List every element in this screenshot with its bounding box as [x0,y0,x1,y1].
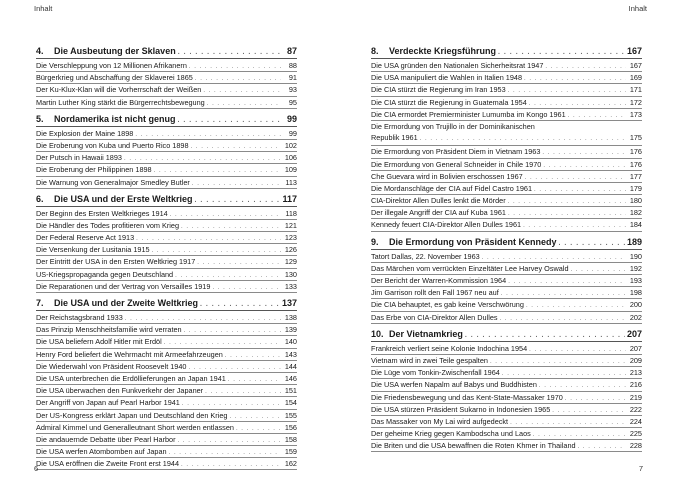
toc-entry[interactable] [371,343,642,355]
entry-page: 129 [284,257,297,267]
toc-entry[interactable] [371,416,642,428]
dot-leader [498,46,625,59]
entry-page: 209 [629,355,642,365]
toc-entry[interactable] [36,256,297,268]
toc-entry[interactable] [36,434,297,446]
chapter-heading[interactable] [36,113,297,127]
entry-title: Die USA werfen Napalm auf Babys und Buddhisten [371,380,537,390]
entry-page: 173 [629,109,642,119]
toc-chapter-section [371,45,642,232]
entry-title: Die CIA stürzt die Regierung im Iran 1953 [371,85,506,95]
toc-entry[interactable] [371,312,642,324]
toc-chapter-section [36,45,297,109]
dot-leader [178,46,281,59]
entry-title: Die Verschleppung von 12 Millionen Afrikanern [36,61,187,70]
entry-title: Die Warnung von Generalmajor Smedley Butler [36,177,190,187]
entry-title: Die CIA behauptet, es gab keine Verschwörung [371,300,524,310]
toc-entry[interactable] [371,219,642,231]
entry-page: 162 [284,459,297,469]
toc-entry[interactable] [371,251,642,263]
toc-chapter-section [36,297,297,470]
toc-entry[interactable] [36,220,297,232]
chapter-heading[interactable] [36,297,297,311]
entry-title: Der Beginn des Ersten Weltkrieges 1914 [36,208,168,218]
dot-leader [534,185,626,196]
entry-page: 224 [629,416,642,426]
toc-entry[interactable] [36,208,297,220]
toc-entry[interactable] [371,367,642,379]
dot-leader [181,222,281,233]
entry-title: Der Angriff von Japan auf Pearl Harbor 1941 [36,398,180,408]
toc-chapter-section [36,113,297,189]
toc-entry[interactable] [371,183,642,195]
chapter-page: 99 [286,113,297,124]
entry-page: 126 [284,245,297,255]
dot-leader [195,194,281,207]
entry-title: Die Händler des Todes profitieren vom Krieg [36,220,180,230]
toc-entry[interactable] [36,373,297,385]
dot-leader [225,351,281,362]
entry-page: 216 [629,380,642,390]
entry-page: 169 [629,73,642,83]
toc-entry[interactable] [371,355,642,367]
entry-title: Die Explosion der Maine 1898 [36,128,134,138]
entry-title: Die Briten und die USA bewaffnen die Roten Khmer in Thailand [371,441,576,451]
chapter-number: 8. [371,46,379,56]
dot-leader [203,86,281,97]
entry-page: 143 [284,349,297,359]
toc-entry[interactable] [371,72,642,84]
entry-title: Der Ku-Klux-Klan will die Vorherrschaft der Weißen [36,85,202,95]
entry-page: 207 [629,343,642,353]
entry-title: Die CIA stürzt die Regierung in Guatemala 1954 [371,97,527,107]
entry-title: Der Eintritt der USA in den Ersten Weltkrieg 1917 [36,257,196,267]
dot-leader [178,114,281,127]
dot-leader [136,234,281,245]
entry-title: Die Wiederwahl von Präsident Roosevelt 1940 [36,361,187,371]
toc-entry[interactable] [371,379,642,391]
entry-title: Die Eroberung der Philippinen 1898 [36,165,152,175]
dot-leader [207,99,281,110]
toc-entry[interactable] [371,60,642,72]
page-number-left: 6 [34,464,39,473]
dot-leader [565,394,626,405]
dot-leader [508,197,626,208]
chapter-heading[interactable] [371,45,642,59]
entry-page: 200 [629,300,642,310]
entry-page: 133 [284,281,297,291]
chapter-number: 6. [36,193,44,204]
toc-entry[interactable] [371,159,642,171]
entry-page: 139 [284,325,297,335]
chapter-title: Der Vietnamkrieg [389,328,463,339]
chapter-heading[interactable] [36,193,297,207]
entry-page: 184 [629,220,642,230]
dot-leader [197,258,281,269]
toc-entry[interactable] [371,275,642,287]
toc-entry[interactable] [36,361,297,373]
entry-page: 176 [629,147,642,157]
chapter-page: 87 [286,46,297,56]
entry-title-continued: Republik 1961 [371,133,418,143]
entry-title: Die USA gründen den Nationalen Sicherheitsrat 1947 [371,61,544,70]
dot-leader [578,442,626,453]
entry-title: Frankreich verliert seine Kolonie Indochina 1954 [371,343,528,353]
chapter-page: 207 [626,328,642,339]
entry-title: Die USA überwachen den Funkverkehr der Japaner [36,386,204,396]
chapter-title: Die USA und der Erste Weltkrieg [54,193,193,204]
entry-page: 106 [284,153,297,163]
dot-leader [559,237,625,250]
entry-page: 225 [629,429,642,439]
entry-page: 154 [284,398,297,408]
entry-title: Vietnam wird in zwei Teile gespalten [371,355,488,365]
entry-page: 99 [288,128,297,138]
dot-leader [191,142,281,153]
dot-leader [524,74,626,85]
dot-leader [552,406,626,417]
chapter-title: Nordamerika ist nicht genug [54,113,176,124]
entry-title: Der illegale Angriff der CIA auf Kuba 1961 [371,208,506,218]
page-number-right: 7 [638,464,643,473]
entry-page: 190 [629,251,642,261]
running-header-right: Inhalt [628,4,647,13]
dot-leader [236,424,281,435]
dot-leader [212,283,281,294]
toc-entry[interactable] [371,404,642,416]
entry-page: 228 [629,441,642,451]
entry-title: CIA-Direktor Allen Dulles lenkt die Mörder [371,196,506,206]
entry-title: Martin Luther King stärkt die Bürgerrechtsbewegung [36,97,205,107]
entry-title: Das Märchen vom verrückten Einzeltäter Lee Harvey Oswald [371,263,569,273]
entry-title: Die USA eröffnen die Zweite Front erst 1944 [36,459,180,469]
entry-title: Che Guevara wird in Bolivien erschossen 1967 [371,171,523,181]
dot-leader [526,301,626,312]
toc-entry[interactable] [371,195,642,207]
toc-entry[interactable] [36,446,297,458]
entry-page: 193 [629,276,642,286]
entry-title: Der geheime Krieg gegen Kambodscha und Laos [371,429,531,439]
entry-title: Die USA werfen Atombomben auf Japan [36,447,167,457]
entry-page: 156 [284,422,297,432]
toc-entry[interactable] [371,84,642,96]
toc-entry[interactable] [36,72,297,84]
toc-entry[interactable] [371,263,642,275]
chapter-number: 7. [36,298,44,308]
entry-title: Das Erbe von CIA-Direktor Allen Dulles [371,312,498,322]
dot-leader [571,265,626,276]
entry-title: Die USA manipuliert die Wahlen in Italien 1948 [371,73,523,83]
entry-page: 180 [629,196,642,206]
chapter-number: 5. [36,113,44,124]
toc-right-column [371,45,642,456]
chapter-title: Die Ermordung von Präsident Kennedy [389,236,557,247]
entry-title: Bürgerkrieg und Abschaffung der Sklaverei 1865 [36,73,193,83]
entry-page: 219 [629,392,642,402]
entry-title: Der Reichstagsbrand 1933 [36,313,123,322]
dot-leader [181,460,281,471]
entry-page: 151 [284,386,297,396]
running-header-left: Inhalt [34,4,53,13]
dot-leader [545,62,626,73]
toc-entry[interactable] [36,177,297,189]
entry-page: 140 [284,337,297,347]
entry-page: 172 [629,97,642,107]
entry-title: Die USA beliefern Adolf Hitler mit Erdöl [36,337,162,347]
entry-title: Das Prinzip Menschheitsfamilie wird verraten [36,325,182,335]
chapter-heading[interactable] [371,328,642,342]
toc-left-column [36,45,297,474]
dot-leader [169,448,281,459]
toc-entry[interactable] [36,385,297,397]
dot-leader [228,375,281,386]
dot-leader [189,62,281,73]
toc-entry[interactable] [371,97,642,109]
entry-page: 171 [629,85,642,95]
chapter-title: Die USA und der Zweite Weltkrieg [54,298,199,308]
entry-page: 177 [629,171,642,181]
entry-title: Der Bericht der Warren-Kommission 1964 [371,276,507,286]
entry-page: 130 [284,269,297,279]
toc-chapter-section [36,193,297,293]
chapter-page: 117 [282,193,297,204]
entry-title: Die USA unterbrechen die Erdöllieferungen an Japan 1941 [36,373,226,383]
entry-page: 146 [284,373,297,383]
toc-entry[interactable] [36,324,297,336]
entry-page: 144 [284,361,297,371]
toc-entry[interactable] [36,152,297,164]
entry-page: 179 [629,183,642,193]
entry-page: 175 [629,133,642,143]
toc-entry[interactable] [371,287,642,299]
entry-title: Die Lüge vom Tonkin-Zwischenfall 1964 [371,368,500,378]
chapter-title: Die Ausbeutung der Sklaven [54,46,176,56]
chapter-page: 137 [281,298,297,308]
dot-leader [490,357,626,368]
toc-entry[interactable] [36,60,297,72]
dot-leader [523,221,626,232]
chapter-number: 10. [371,328,384,339]
dot-leader [500,314,626,325]
dot-leader [542,148,626,159]
entry-page: 213 [629,368,642,378]
entry-page: 182 [629,208,642,218]
dot-leader [465,329,625,342]
entry-title: Die Versenkung der Lusitania 1915 [36,245,150,255]
dot-leader [529,345,626,356]
entry-title: Henry Ford beliefert die Wehrmacht mit Armeefahrzeugen [36,349,223,359]
entry-page: 109 [284,165,297,175]
toc-entry[interactable] [371,109,642,121]
toc-entry[interactable] [36,312,297,324]
toc-entry[interactable] [36,349,297,361]
entry-page: 113 [285,177,297,187]
chapter-title: Verdeckte Kriegsführung [389,46,497,56]
toc-entry[interactable] [36,140,297,152]
chapter-heading[interactable] [36,45,297,59]
entry-title: Kennedy feuert CIA-Direktor Allen Dulles 1961 [371,220,522,230]
dot-leader [420,134,626,145]
dot-leader [568,111,626,122]
toc-chapter-section [371,236,642,324]
entry-page: 176 [629,159,642,169]
entry-title: Das Massaker von My Lai wird aufgedeckt [371,416,509,426]
chapter-number: 9. [371,236,379,247]
entry-page: 93 [288,85,297,95]
entry-title: Admiral Kimmel und Generalleutnant Short werden entlassen [36,422,234,432]
entry-page: 202 [629,312,642,322]
toc-entry[interactable] [36,281,297,293]
dot-leader [508,277,626,288]
dot-leader [192,179,281,190]
toc-entry[interactable] [371,171,642,183]
entry-title: Die Reparationen und der Vertrag von Versailles 1919 [36,281,211,291]
toc-entry[interactable] [371,299,642,311]
toc-entry[interactable] [36,244,297,256]
entry-title: Die USA stürzen Präsident Sukarno in Indonesien 1965 [371,404,551,414]
toc-entry[interactable] [371,146,642,158]
entry-title: Der Federal Reserve Act 1913 [36,233,135,243]
entry-page: 138 [284,313,297,322]
entry-page: 159 [284,447,297,457]
entry-page: 91 [288,73,297,83]
entry-page: 155 [284,410,297,420]
dot-leader [170,210,281,221]
toc-entry[interactable] [36,458,297,470]
entry-title: Tatort Dallas, 22. November 1963 [371,251,480,261]
toc-entry[interactable] [36,269,297,281]
entry-title: Jim Garrison rollt den Fall 1967 neu auf [371,288,499,298]
entry-page: 192 [629,263,642,273]
entry-title: Die Ermordung von General Schneider in Chile 1970 [371,159,542,169]
entry-page: 88 [288,61,297,70]
chapter-page: 167 [626,46,642,56]
entry-title: Die Mordanschläge der CIA auf Fidel Castro 1961 [371,183,533,193]
entry-page: 158 [284,434,297,444]
entry-title: US-Kriegspropaganda gegen Deutschland [36,269,174,279]
toc-entry[interactable] [371,121,642,146]
entry-title: Die Friedensbewegung und das Kent-State-Massaker 1970 [371,392,563,402]
toc-entry[interactable] [36,410,297,422]
dot-leader [205,387,281,398]
dot-leader [178,436,281,447]
entry-page: 121 [284,220,297,230]
entry-title: Die Eroberung von Kuba und Puerto Rico 1898 [36,140,189,150]
toc-entry[interactable] [371,440,642,452]
toc-chapter-section [371,328,642,453]
toc-entry[interactable] [371,207,642,219]
entry-page: 118 [285,208,297,218]
dot-leader [200,298,280,311]
chapter-heading[interactable] [371,236,642,250]
toc-entry[interactable] [36,97,297,109]
entry-page: 102 [284,140,297,150]
entry-title: Die CIA ermordet Premierminister Lumumba im Kongo 1961 [371,109,566,119]
entry-title: Die Ermordung von Trujillo in der Dominikanischen [371,121,535,131]
dot-leader [543,161,626,172]
toc-entry[interactable] [371,392,642,404]
toc-entry[interactable] [36,422,297,434]
entry-page: 123 [284,233,297,243]
entry-title: Der Putsch in Hawaii 1893 [36,153,122,163]
entry-page: 95 [288,97,297,107]
toc-entry[interactable] [36,397,297,409]
dot-leader [229,412,281,423]
entry-title: Der US-Kongress erklärt Japan und Deutschland den Krieg [36,410,228,420]
dot-leader [184,326,281,337]
toc-entry[interactable] [36,128,297,140]
dot-leader [525,173,626,184]
chapter-page: 189 [626,236,642,247]
dot-leader [508,209,626,220]
chapter-number: 4. [36,46,44,56]
entry-page: 198 [629,288,642,298]
toc-entry[interactable] [371,428,642,440]
entry-page: 222 [629,404,642,414]
entry-title: Die andauernde Debatte über Pearl Harbor [36,434,176,444]
dot-leader [195,74,281,85]
entry-page: 167 [629,61,642,70]
toc-entry[interactable] [36,164,297,176]
toc-entry[interactable] [36,232,297,244]
toc-entry[interactable] [36,84,297,96]
entry-title: Die Ermordung von Präsident Diem in Vietnam 1963 [371,147,541,157]
toc-entry[interactable] [36,336,297,348]
